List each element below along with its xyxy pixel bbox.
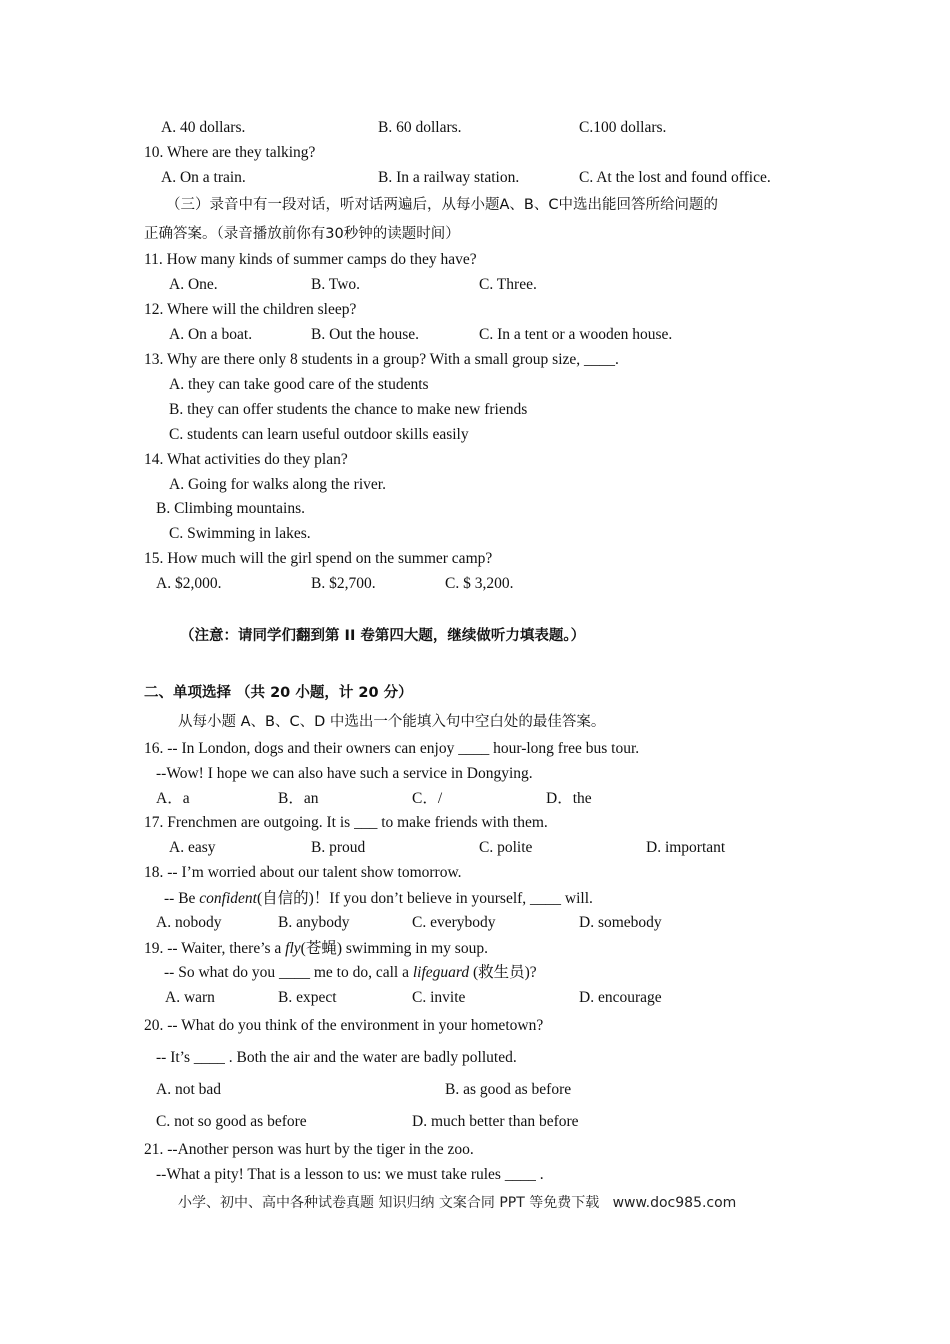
q19-line1-post: (苍蝇) swimming in my soup. <box>300 940 488 957</box>
q18-option-b: B. anybody <box>278 914 350 931</box>
q20-line1: 20. -- What do you think of the environment in your hometown? <box>144 1017 544 1034</box>
q18-line2 <box>164 889 593 909</box>
q11-stem: 11. How many kinds of summer camps do they have? <box>144 251 477 268</box>
q11-option-a: A. One. <box>169 276 218 293</box>
q20-line2: -- It’s ____ . Both the air and the water are badly polluted. <box>156 1049 517 1066</box>
q10-option-c: C. At the lost and found office. <box>579 169 771 186</box>
q10-option-a: A. On a train. <box>161 169 246 186</box>
section2-instruction: 从每小题 A、B、C、D 中选出一个能填入句中空白处的最佳答案。 <box>178 714 606 730</box>
q19-line1-pre: 19. -- Waiter, there’s a <box>144 940 286 957</box>
q20-option-a: A. not bad <box>156 1081 222 1098</box>
q18-word-confident: confident <box>199 890 257 907</box>
q16-option-b: B．an <box>278 790 319 807</box>
q18-line1: 18. -- I’m worried about our talent show tomorrow. <box>144 864 462 881</box>
page-footer: 小学、初中、高中各种试卷真题 知识归纳 文案合同 PPT 等免费下载 www.doc985.com <box>178 1195 737 1211</box>
q15-option-c: C. $ 3,200. <box>445 575 514 592</box>
q14-stem: 14. What activities do they plan? <box>144 451 348 468</box>
q13-stem: 13. Why are there only 8 students in a group? With a small group size, ____. <box>144 351 619 368</box>
q19-option-d: D. encourage <box>579 989 662 1006</box>
q21-line2: --What a pity! That is a lesson to us: we must take rules ____ . <box>156 1166 544 1183</box>
q10-stem: 10. Where are they talking? <box>144 144 316 161</box>
q12-stem: 12. Where will the children sleep? <box>144 301 357 318</box>
q18-line2-post: (自信的)！If you don’t believe in yourself, ____ will. <box>256 890 593 907</box>
q15-option-a: A. $2,000. <box>156 575 222 592</box>
q17-option-b: B. proud <box>311 839 366 856</box>
q9-option-a: A. 40 dollars. <box>161 119 246 136</box>
q19-line1 <box>144 939 488 959</box>
q19-option-c: C. invite <box>412 989 466 1006</box>
q13-option-c: C. students can learn useful outdoor skills easily <box>169 426 469 443</box>
q9-option-b: B. 60 dollars. <box>378 119 462 136</box>
q20-option-b: B. as good as before <box>445 1081 572 1098</box>
q17-option-c: C. polite <box>479 839 533 856</box>
q15-option-b: B. $2,700. <box>311 575 376 592</box>
q14-option-c: C. Swimming in lakes. <box>169 525 311 542</box>
q18-option-a: A. nobody <box>156 914 222 931</box>
q14-option-b: B. Climbing mountains. <box>156 500 305 517</box>
q21-line1: 21. --Another person was hurt by the tiger in the zoo. <box>144 1141 474 1158</box>
section2-title: 二、单项选择 （共 20 小题，计 20 分） <box>144 685 413 701</box>
q11-option-b: B. Two. <box>311 276 361 293</box>
q13-option-a: A. they can take good care of the students <box>169 376 429 393</box>
q16-option-a: A．a <box>156 790 190 807</box>
q19-option-a: A. warn <box>165 989 215 1006</box>
q15-stem: 15. How much will the girl spend on the summer camp? <box>144 550 493 567</box>
q16-line1: 16. -- In London, dogs and their owners can enjoy ____ hour-long free bus tour. <box>144 740 640 757</box>
q19-line2 <box>164 963 537 983</box>
q9-option-c: C.100 dollars. <box>579 119 667 136</box>
q13-option-b: B. they can offer students the chance to make new friends <box>169 401 528 418</box>
q16-option-c: C．/ <box>412 790 443 807</box>
q10-option-b: B. In a railway station. <box>378 169 520 186</box>
q19-word-fly: fly <box>285 940 301 957</box>
q20-option-d: D. much better than before <box>412 1113 579 1130</box>
section3-intro-line1: （三）录音中有一段对话，听对话两遍后，从每小题A、B、C中选出能回答所给问题的 <box>166 197 718 213</box>
q17-option-a: A. easy <box>169 839 216 856</box>
q18-option-c: C. everybody <box>412 914 496 931</box>
q19-line2-pre: -- So what do you ____ me to do, call a <box>164 964 413 981</box>
q17-option-d: D. important <box>646 839 726 856</box>
q12-option-a: A. On a boat. <box>169 326 253 343</box>
q20-option-c: C. not so good as before <box>156 1113 307 1130</box>
q19-line2-post: (救生员)? <box>469 964 537 981</box>
section3-intro-line2: 正确答案。（录音播放前你有30秒钟的读题时间） <box>144 226 460 242</box>
listening-notice: （注意：请同学们翻到第 II 卷第四大题，继续做听力填表题。） <box>180 628 586 644</box>
q16-line2: --Wow! I hope we can also have such a service in Dongying. <box>156 765 533 782</box>
q18-option-d: D. somebody <box>579 914 662 931</box>
q12-option-b: B. Out the house. <box>311 326 420 343</box>
q19-word-lifeguard: lifeguard <box>412 964 470 981</box>
q16-option-d: D．the <box>546 790 592 807</box>
q14-option-a: A. Going for walks along the river. <box>169 476 386 493</box>
q19-option-b: B. expect <box>278 989 337 1006</box>
q12-option-c: C. In a tent or a wooden house. <box>479 326 673 343</box>
q11-option-c: C. Three. <box>479 276 537 293</box>
q18-line2-pre: -- Be <box>164 890 200 907</box>
q17-stem: 17. Frenchmen are outgoing. It is ___ to make friends with them. <box>144 814 548 831</box>
